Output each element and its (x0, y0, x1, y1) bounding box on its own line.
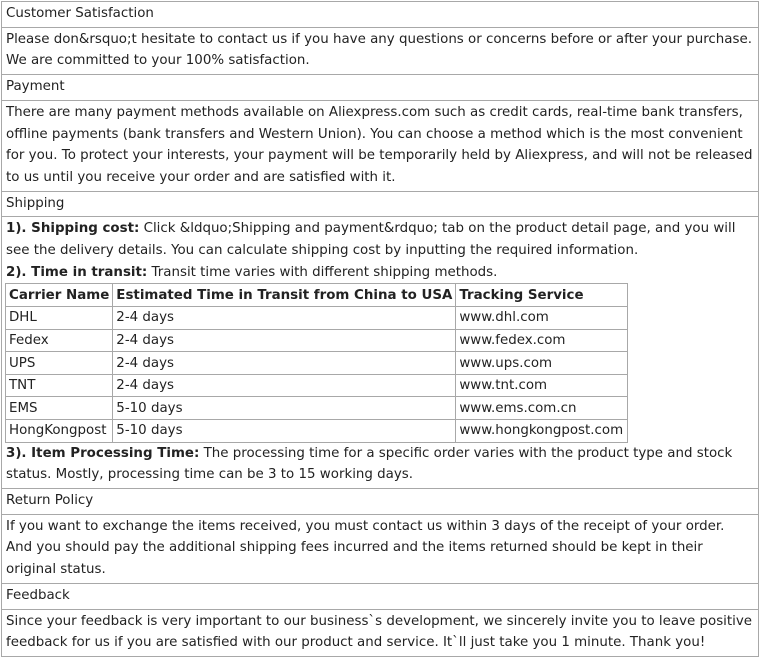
transit-time-cell: 5-10 days (113, 397, 456, 420)
carrier-name-cell: EMS (6, 397, 113, 420)
column-header-carrier: Carrier Name (6, 284, 113, 307)
customer-satisfaction-text: Please don&rsquo;t hesitate to contact us if you have any questions or concerns before or after your purchase. We are committed to your 100% satisfaction. (1, 28, 759, 75)
transit-time-cell: 2-4 days (113, 374, 456, 397)
section-heading-feedback: Feedback (1, 584, 759, 610)
table-row (6, 374, 628, 397)
transit-time-cell: 5-10 days (113, 420, 456, 443)
table-row (6, 352, 628, 375)
tracking-url-cell: www.tnt.com (456, 374, 628, 397)
table-row (6, 397, 628, 420)
payment-text: There are many payment methods available on Aliexpress.com such as credit cards, real-time bank transfers, offline payments (bank transfers and Western Union). You can choose a method which is the most convenient for you. To protect your interests, your payment will be temporarily held by Aliexpress, and will not be released to us until you receive your order and are satisfied with it. (1, 101, 759, 192)
processing-time-paragraph (6, 443, 754, 486)
table-row (6, 307, 628, 330)
carrier-name-cell: DHL (6, 307, 113, 330)
tracking-url-cell: www.fedex.com (456, 329, 628, 352)
table-row (6, 420, 628, 443)
return-policy-text: If you want to exchange the items received, you must contact us within 3 days of the receipt of your order. And you should pay the additional shipping fees incurred and the items returned should be kept in their original status. (1, 515, 759, 584)
section-heading-customer-satisfaction: Customer Satisfaction (1, 1, 759, 28)
column-header-transit-time: Estimated Time in Transit from China to USA (113, 284, 456, 307)
tracking-url-cell: www.hongkongpost.com (456, 420, 628, 443)
carrier-table-header (6, 284, 628, 307)
shipping-cost-label: 1). Shipping cost: (6, 221, 140, 237)
tracking-url-cell: www.ups.com (456, 352, 628, 375)
section-heading-payment: Payment (1, 75, 759, 101)
shipping-body (1, 217, 759, 489)
policy-document (1, 1, 759, 657)
carrier-name-cell: TNT (6, 374, 113, 397)
transit-time-text: Transit time varies with different shipping methods. (147, 264, 498, 280)
section-heading-shipping: Shipping (1, 192, 759, 218)
section-heading-return-policy: Return Policy (1, 489, 759, 515)
tracking-url-cell: www.ems.com.cn (456, 397, 628, 420)
transit-time-cell: 2-4 days (113, 329, 456, 352)
table-row (6, 329, 628, 352)
transit-time-paragraph (6, 262, 754, 284)
transit-time-label: 2). Time in transit: (6, 264, 148, 280)
feedback-text: Since your feedback is very important to our business`s development, we sincerely invite you to leave positive feedback for us if you are satisfied with our product and service. It`ll just take you 1 minute. Thank you! (1, 610, 759, 657)
processing-time-text: The processing time for a specific order varies with the product type and stock status. Mostly, processing time can be 3 to 15 working days. (6, 445, 733, 483)
carrier-name-cell: HongKongpost (6, 420, 113, 443)
column-header-tracking: Tracking Service (456, 284, 628, 307)
tracking-url-cell: www.dhl.com (456, 307, 628, 330)
transit-time-cell: 2-4 days (113, 307, 456, 330)
shipping-cost-text: Click &ldquo;Shipping and payment&rdquo; tab on the product detail page, and you will see the delivery details. You can calculate shipping cost by inputting the required information. (6, 221, 736, 259)
carrier-name-cell: UPS (6, 352, 113, 375)
carrier-name-cell: Fedex (6, 329, 113, 352)
processing-time-label: 3). Item Processing Time: (6, 445, 200, 461)
carrier-table (5, 283, 628, 442)
shipping-cost-paragraph (6, 218, 754, 261)
transit-time-cell: 2-4 days (113, 352, 456, 375)
